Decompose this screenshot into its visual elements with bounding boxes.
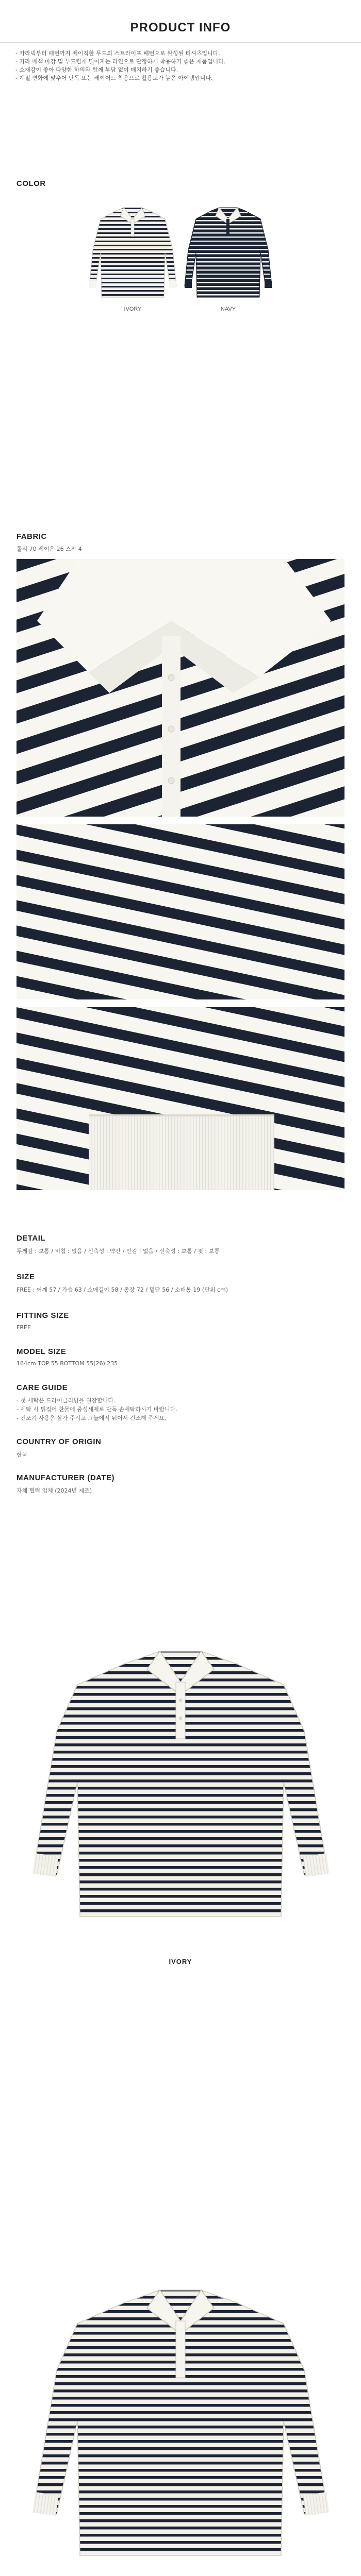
care-guide-label: CARE GUIDE [17,1383,68,1392]
fitting-size-value: FREE [17,1324,31,1331]
color-label: COLOR [17,179,46,188]
size-label: SIZE [17,1273,35,1281]
navy-swatch [183,204,273,301]
navy-swatch-label: NAVY [220,306,236,312]
origin-value: 한국 [17,1451,28,1458]
note-line: - 계절 변화에 맞추어 단독 또는 레이어드 착용으로 활용도가 높은 아이템입니다. [15,75,213,81]
model-size-label: MODEL SIZE [17,1347,67,1356]
detail-value: 두께감 : 보통 / 비침 : 없음 / 신축성 : 약간 / 안감 : 없음 / 신축성 : 보통 / 핏 : 보통 [17,1248,220,1255]
title-divider [0,42,361,43]
note-line: - 카라넥부터 패턴까지 베이직한 무드의 스트라이프 패턴으로 완성된 티셔츠입니다. [15,50,220,57]
origin-label: COUNTRY OF ORIGIN [17,1437,102,1446]
fabric-label: FABRIC [17,532,47,541]
model-size-value: 164cm TOP 55 BOTTOM 55(26) 235 [17,1360,118,1367]
manufacturer-value: 자체 협력 업체 (2024년 제조) [17,1487,92,1494]
fabric-value: 폴리 70 레이온 26 스판 4 [17,546,82,552]
ivory-shirt-photo [26,1618,335,1947]
page-title: PRODUCT INFO [130,21,231,35]
fabric-closeup-cuff [17,1007,344,1190]
size-value: FREE : 어깨 57 / 가슴 63 / 소매길이 58 / 총장 72 / 밑단 56 / 소매통 19 (단위 cm) [17,1286,228,1293]
ivory-shirt-photo-2 [26,2257,335,2576]
care-line: - 세탁 시 뒤집어 찬물에 중성세제로 단독 손세탁하시기 바랍니다. [17,1406,177,1413]
product-notes [15,49,346,82]
ivory-caption: IVORY [169,1958,192,1965]
fabric-closeup-body [17,824,344,999]
fabric-closeup-collar [17,559,344,817]
note-line: - 소재감이 좋아 다양한 하의와 함께 부담 없이 매치하기 좋습니다. [15,66,178,73]
note-line: - 카라 배색 마감 및 부드럽게 떨어지는 라인으로 단정하게 착용하기 좋은 제품입니다. [15,58,226,65]
ivory-swatch-label: IVORY [124,306,142,312]
manufacturer-label: MANUFACTURER (DATE) [17,1473,115,1482]
care-guide-lines [17,1396,177,1422]
fitting-size-label: FITTING SIZE [17,1311,69,1320]
ivory-swatch [88,204,178,301]
detail-label: DETAIL [17,1234,46,1243]
care-line: - 건조기 사용은 삼가 주시고 그늘에서 뉘어서 건조해 주세요. [17,1415,167,1421]
care-line: - 첫 세탁은 드라이클리닝을 권장합니다. [17,1397,116,1404]
